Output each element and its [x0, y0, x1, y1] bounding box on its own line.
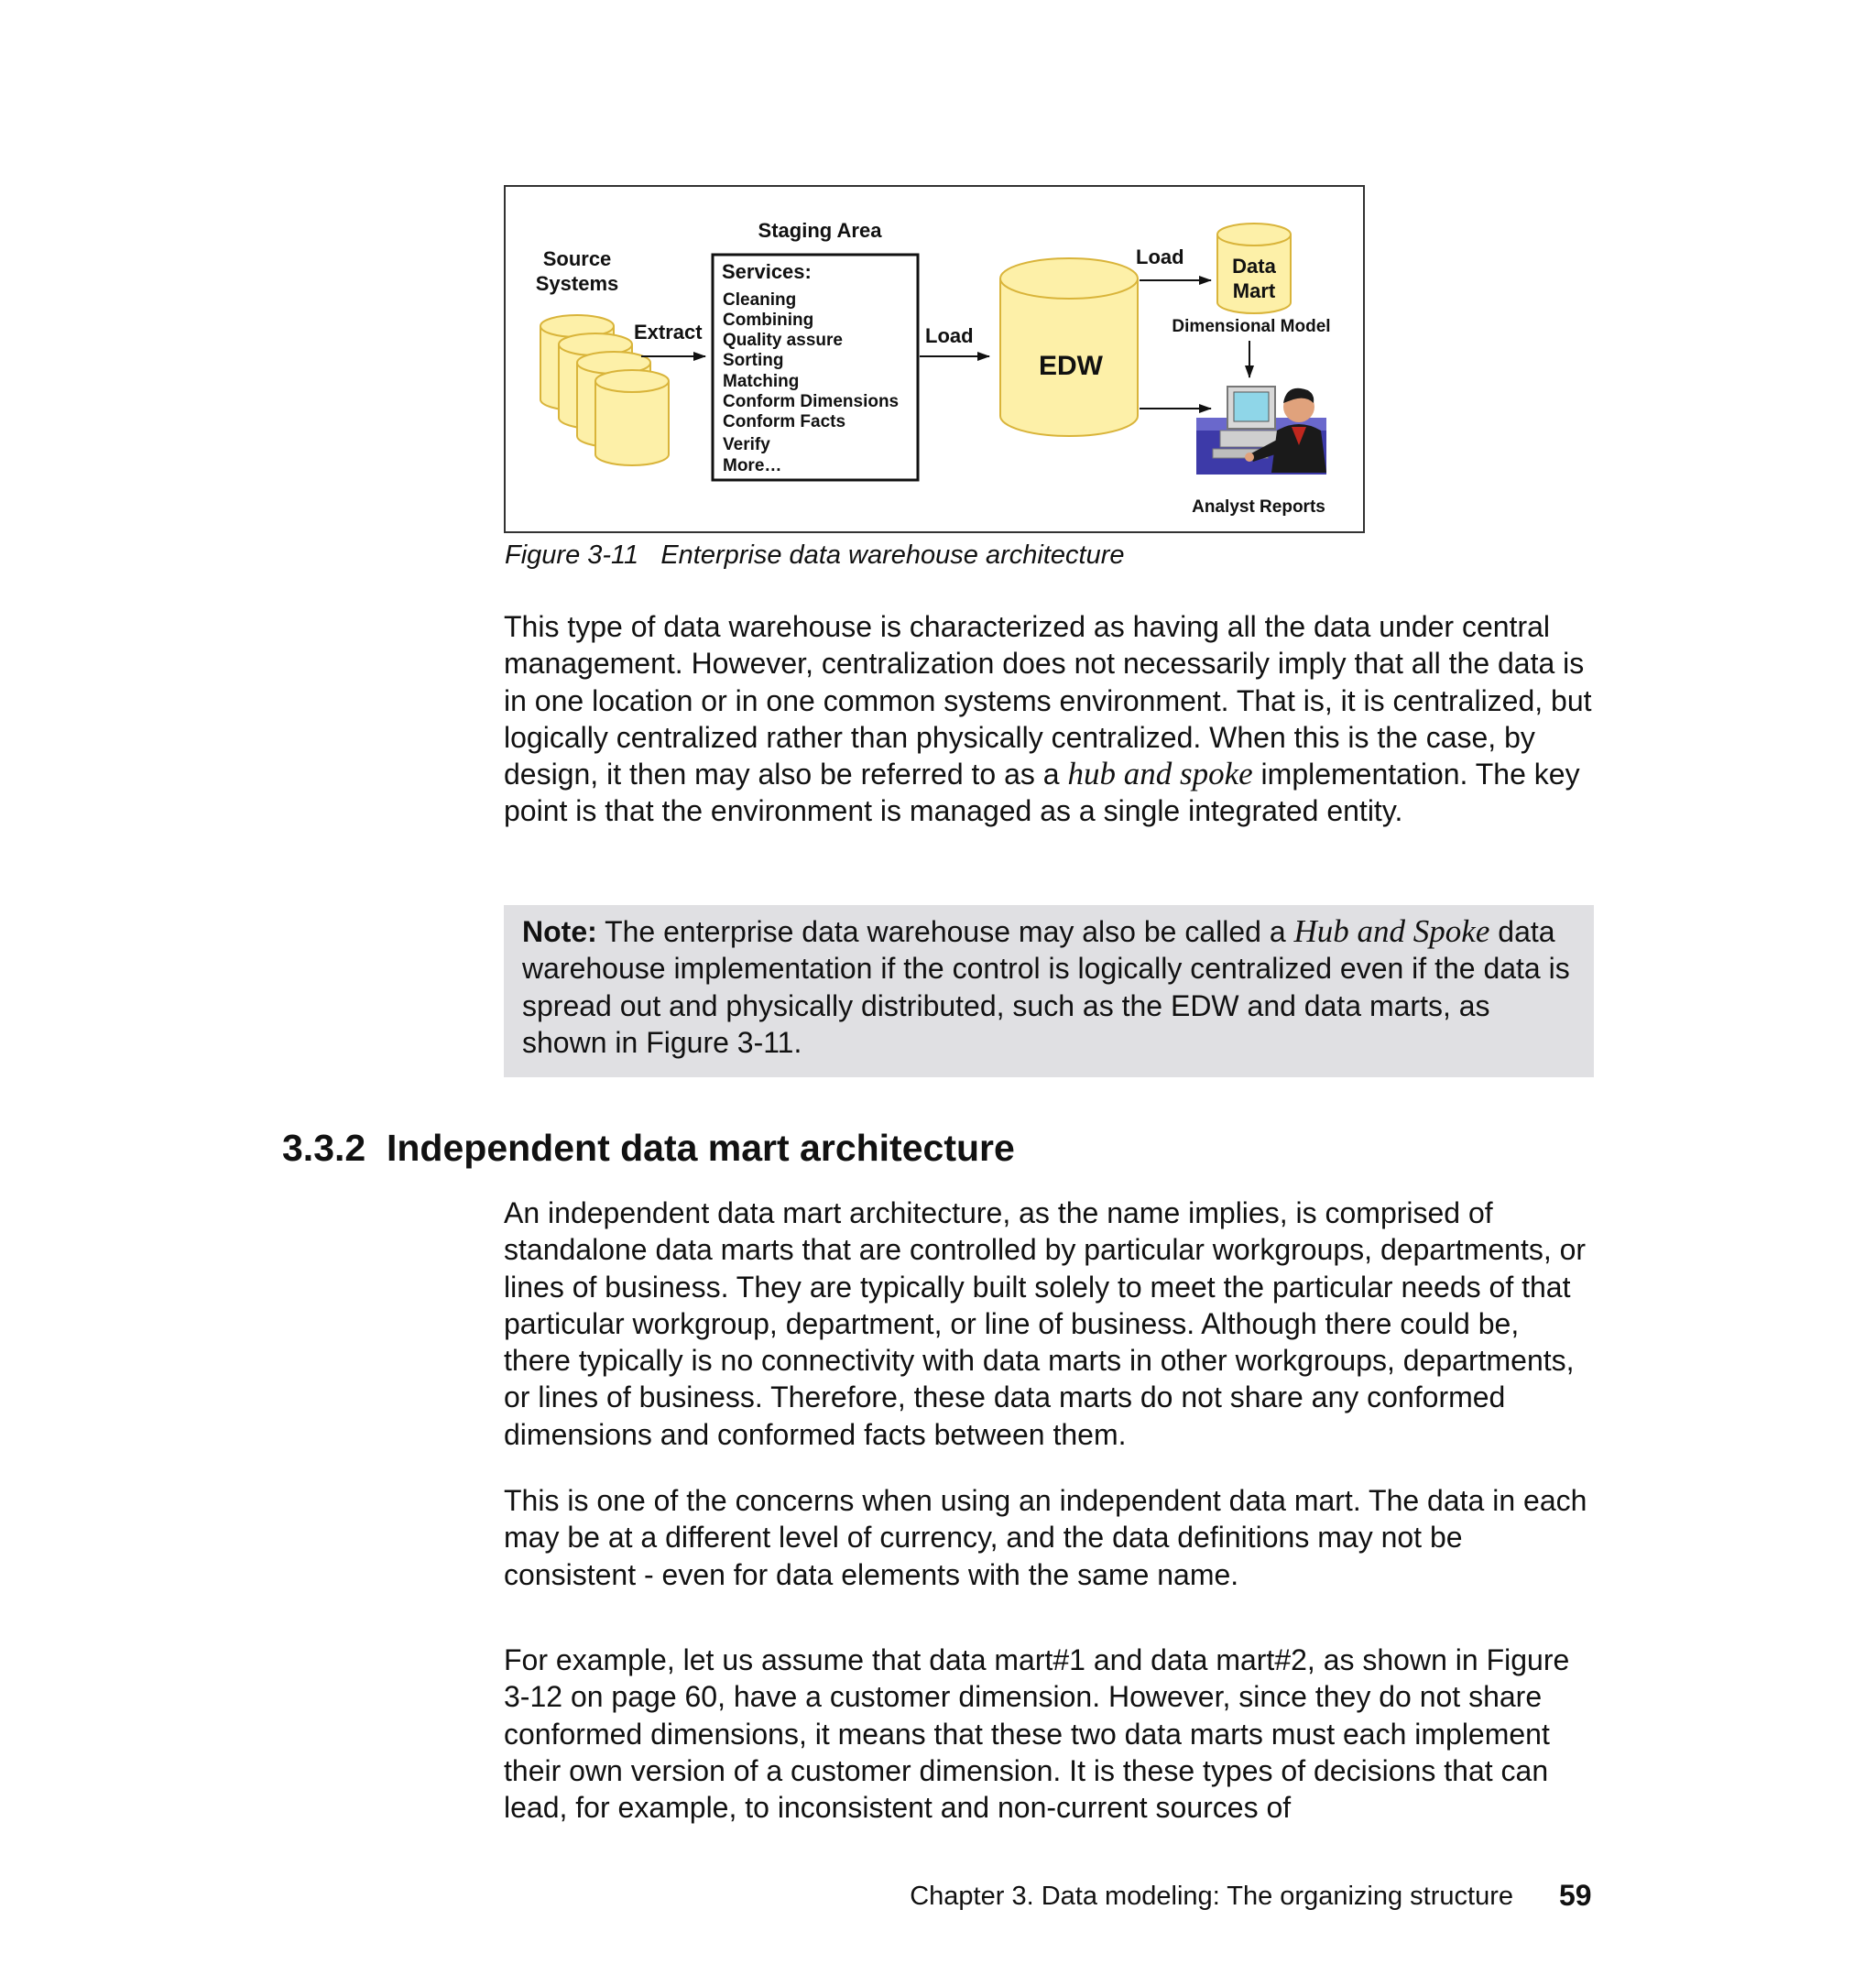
analyst-reports-label: Analyst Reports	[1192, 497, 1325, 517]
note-text-end: data warehouse implementation if the control is logically centralized even if the data is spread out and physically distributed, such as the EDW and data marts, as shown in Figure 3-11.	[522, 915, 1570, 1059]
source-systems-label-line1: Source	[542, 247, 612, 270]
service-item-more: More…	[723, 456, 782, 475]
figure-3-11-diagram	[504, 185, 1365, 533]
note-box	[504, 905, 1594, 1077]
section-title: Independent data mart architecture	[387, 1127, 1015, 1169]
edw-cylinder	[1000, 258, 1138, 436]
data-mart-label-line1: Data	[1232, 255, 1276, 278]
service-item-conform-facts: Conform Facts	[723, 412, 846, 431]
source-systems-label-line2: Systems	[535, 272, 619, 295]
figure-caption-number: Figure 3-11	[505, 540, 639, 570]
service-item-verify: Verify	[723, 435, 770, 454]
staging-area-label: Staging Area	[758, 219, 882, 242]
architecture-diagram-svg	[506, 187, 1367, 535]
service-item-cleaning: Cleaning	[723, 290, 797, 310]
services-title: Services:	[722, 260, 812, 283]
service-item-combining: Combining	[723, 311, 814, 330]
data-mart-label-line2: Mart	[1232, 279, 1276, 302]
section-number: 3.3.2	[282, 1127, 366, 1169]
analyst-computer-illustration	[1196, 387, 1326, 475]
paragraph-example: For example, let us assume that data mart#1 and data mart#2, as shown in Figure 3-12 on page 60, have a customer dimension. However, since they do not share conformed dimensions, it means that these two data marts must each implement their own version of a customer dimension. It is these types of decisions that can lead, for example, to inconsistent and non-current sources of	[504, 1643, 1570, 1825]
paragraph-edw-text-end: implementation. The key point is that the environment is managed as a single integrated entity.	[504, 758, 1580, 828]
load-to-edw-label: Load	[925, 324, 974, 347]
service-item-quality-assure: Quality assure	[723, 331, 843, 350]
note-label: Note:	[522, 915, 597, 948]
figure-caption-title: Enterprise data warehouse architecture	[660, 540, 1125, 570]
figure-caption	[505, 540, 1125, 571]
note-text	[522, 913, 1576, 1061]
service-item-sorting: Sorting	[723, 351, 784, 370]
paragraph-independent-mart: An independent data mart architecture, as the name implies, is comprised of standalone data marts that are controlled by particular workgroups, departments, or lines of business. They are typically built solely to meet the particular needs of that particular workgroup, department, or line of business. Although there could be, there typically is no connectivity with data marts in other workgroups, departments, or lines of business. Therefore, these data marts do not share any conformed dimensions and conformed facts between them.	[504, 1196, 1587, 1451]
source-cylinder-4	[595, 370, 669, 465]
footer-chapter-title: Chapter 3. Data modeling: The organizing structure	[910, 1882, 1513, 1911]
extract-label: Extract	[634, 321, 703, 344]
note-text-start: The enterprise data warehouse may also be called a	[596, 915, 1294, 948]
footer-page-number: 59	[1559, 1879, 1592, 1912]
paragraph-concerns: This is one of the concerns when using an independent data mart. The data in each may be at a different level of currency, and the data definitions may not be consistent - even for data elements with the same name.	[504, 1484, 1587, 1591]
service-item-conform-dimensions: Conform Dimensions	[723, 392, 900, 411]
paragraph-edw-description	[504, 608, 1594, 830]
note-emphasis: Hub and Spoke	[1293, 913, 1490, 949]
edw-label: EDW	[1039, 351, 1103, 381]
load-to-mart-label: Load	[1136, 246, 1184, 268]
section-heading	[282, 1127, 1015, 1170]
service-item-matching: Matching	[723, 372, 800, 391]
dimensional-model-label: Dimensional Model	[1172, 317, 1331, 336]
paragraph-edw-text-start: This type of data warehouse is characterized as having all the data under central management. However, centralization does not necessarily imply that all the data is in one location or in one common systems environment. That is, it is centralized, but logically centralized rather than physically centralized. When this is the case, by design, it then may also be referred to as a	[504, 610, 1592, 791]
paragraph-edw-emphasis: hub and spoke	[1067, 756, 1253, 792]
